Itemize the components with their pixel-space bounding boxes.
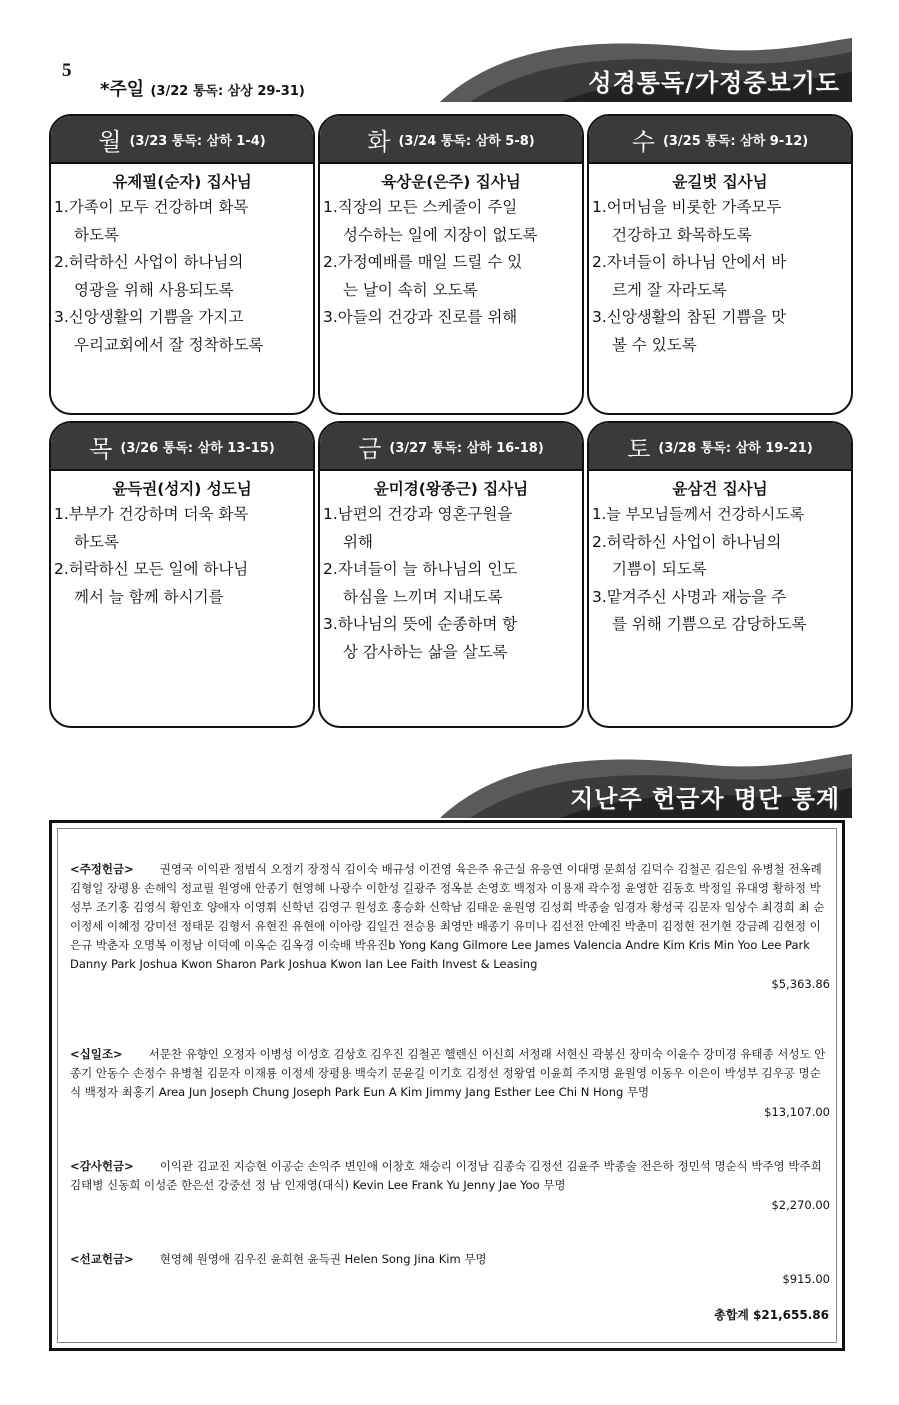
prayer-person: 육상운(은주) 집사님	[381, 173, 521, 191]
prayer-item: 2.허락하신 사업이 하나님의	[592, 532, 782, 551]
prayer-item: 는 날이 속히 오도록	[343, 280, 478, 299]
prayer-item: 우리교회에서 잘 정착하도록	[74, 335, 264, 354]
sunday-reading-range: (3/22 통독: 삼상 29-31)	[150, 84, 305, 99]
prayer-card-sat	[587, 421, 853, 728]
prayer-item: 3.맡겨주신 사명과 재능을 주	[592, 587, 787, 606]
reading-range: (3/28 통독: 삼하 19-21)	[658, 440, 813, 456]
prayer-item: 2.자녀들이 하나님 안에서 바	[592, 253, 787, 271]
offering-names: 권영국 이익관 정범식 오정기 장정식 김이숙 배규성 이건영 육은주 유근실 유응연 이대명 문희성 김덕수 김철곤 김은임 유병철 전옥례 김형일 장평용 손해익 정교필 원영애 안종기 현영혜 나광수 이한성 길광주 정옥분 손영호 백정자 이용재 곽수정 윤영한 김동호 박정일 유대영 황하정 박성부 조기홍 김영식 황인호 양애자 이영휘 신학년 김영구 원성호 홍승화 신학남 김태운 윤원영 김성희 박종술 임경자 황성국 김문자 임상수 최경희 최 순 이정세 이혜정 강미선 정태문 김형서 유현진 유현애 이아랑 김일건 전승용 최영만 배종기 유미나 김선전 안예진 박춘미 김정현 전기현 강금례 김현정 이은규 박춘자 오명복 이정남 이덕예 이옥순 김옥경 이숙배 박유진b Yong Kang Gilmore Lee James Valencia Andre Kim Kris Min Yoo Lee Park Danny Park Joshua Kwon Sharon Park Joshua Kwon Ian Lee Faith Invest & Leasing	[70, 862, 825, 971]
card-header	[589, 116, 851, 164]
prayer-item: 영광을 위해 사용되도록	[74, 280, 234, 299]
offering-names: 서문찬 유향인 오정자 이병성 이성호 김상호 김우진 김철곤 헬렌신 이신희 서정래 서현신 곽봉신 장미숙 이윤수 강미경 유태종 서성도 안종기 안동수 손정수 유병철 김문자 이재룡 이정세 장평용 백숙기 문윤길 이기호 김정선 정왕엽 이윤희 주지명 윤원영 이동우 이은이 박성부 김우공 명순식 백정자 최홍기 Area Jun Joseph Chung Joseph Park Eun A Kim Jimmy Jang Esther Lee Chi N Hong 무명	[70, 1047, 826, 1099]
grand-total: 총합계 $21,655.86	[714, 1308, 829, 1322]
prayer-item: 르게 잘 자라도록	[612, 280, 727, 299]
day-label: 화	[367, 127, 391, 156]
prayer-item: 상 감사하는 삶을 살도록	[343, 642, 508, 661]
prayer-item: 하도록	[74, 225, 119, 244]
reading-range: (3/27 통독: 삼하 16-18)	[389, 440, 544, 456]
prayer-item: 2.자녀들이 늘 하나님의 인도	[323, 560, 518, 578]
prayer-item: 3.아들의 건강과 진로를 위해	[323, 308, 518, 326]
page-number: 5	[62, 60, 72, 81]
day-label: 금	[358, 434, 382, 463]
prayer-item: 건강하고 화목하도록	[612, 225, 752, 244]
offering-amount: $2,270.00	[771, 1198, 830, 1212]
offering-label: <감사헌금>	[70, 1159, 134, 1173]
prayer-item: 를 위해 기쁨으로 감당하도록	[612, 615, 807, 633]
prayer-item: 성수하는 일에 지장이 없도록	[343, 225, 538, 244]
day-label: 월	[98, 127, 122, 156]
offering-amount: $915.00	[782, 1272, 830, 1286]
offering-section-mission	[70, 1250, 830, 1289]
prayer-item: 2.가정예배를 매일 드릴 수 있	[323, 253, 523, 271]
reading-range: (3/26 통독: 삼하 13-15)	[120, 440, 275, 456]
prayer-item: 께서 늘 함께 하시기를	[74, 587, 224, 606]
offering-section-tithe	[70, 1045, 830, 1122]
offering-label: <주정헌금>	[70, 862, 134, 876]
card-header	[320, 423, 582, 471]
reading-range: (3/23 통독: 삼하 1-4)	[129, 133, 266, 149]
banner-title: 성경통독/가정중보기도	[588, 68, 840, 97]
prayer-item: 1.가족이 모두 건강하며 화목	[54, 198, 249, 216]
prayer-card-thu	[49, 421, 315, 728]
prayer-card-tue	[318, 114, 584, 415]
offering-banner	[440, 752, 852, 818]
offering-amount: $13,107.00	[764, 1105, 830, 1119]
reading-range: (3/24 통독: 삼하 5-8)	[398, 133, 535, 149]
prayer-item: 볼 수 있도록	[612, 335, 697, 354]
prayer-item: 3.하나님의 뜻에 순종하며 항	[323, 615, 518, 633]
prayer-person: 윤삼건 집사님	[672, 480, 768, 498]
prayer-item: 2.허락하신 사업이 하나님의	[54, 253, 244, 271]
prayer-item: 3.신앙생활의 참된 기쁨을 맛	[592, 308, 787, 326]
prayer-card-fri	[318, 421, 584, 728]
offering-names: 현영혜 원영애 김우진 윤희현 윤득권 Helen Song Jina Kim 무명	[159, 1252, 487, 1266]
offering-amount: $5,363.86	[771, 977, 830, 991]
card-header	[589, 423, 851, 471]
prayer-card-wed	[587, 114, 853, 415]
prayer-person: 윤길벗 집사님	[672, 173, 768, 191]
prayer-item: 1.남편의 건강과 영혼구원을	[323, 505, 513, 523]
offering-names: 이익관 김교진 지승현 이공순 손익주 변인애 이창호 채승리 이정남 김종숙 김정선 김윤주 박종술 전은하 정민석 명순식 박주영 박주희 김태병 신동희 이성준 한은선 강중선 정 남 인재영(대식) Kevin Lee Frank Yu Jenny Jae Yoo 무명	[70, 1159, 822, 1192]
prayer-item: 기쁨이 되도록	[612, 560, 707, 578]
day-label: 목	[89, 434, 113, 463]
offering-section-thanks	[70, 1157, 830, 1215]
prayer-item: 1.직장의 모든 스케줄이 주일	[323, 198, 518, 216]
prayer-item: 1.부부가 건강하며 더욱 화목	[54, 505, 249, 523]
prayer-card-mon	[49, 114, 315, 415]
card-header	[51, 116, 313, 164]
prayer-item: 위해	[343, 532, 373, 551]
sunday-label: *주일	[100, 79, 145, 100]
offering-section-regular	[70, 860, 830, 994]
prayer-item: 하도록	[74, 532, 119, 551]
prayer-banner	[440, 36, 852, 102]
sunday-reading	[100, 75, 305, 101]
offering-label: <십일조>	[70, 1047, 123, 1061]
card-header	[320, 116, 582, 164]
prayer-person: 윤미경(왕종근) 집사님	[373, 480, 529, 498]
prayer-person: 윤득권(성지) 성도님	[112, 480, 252, 498]
day-label: 토	[627, 434, 651, 463]
prayer-person: 유제필(순자) 집사님	[112, 173, 252, 191]
prayer-item: 1.어머님을 비롯한 가족모두	[592, 198, 782, 216]
offering-label: <선교헌금>	[70, 1252, 134, 1266]
banner-title: 지난주 헌금자 명단 통계	[570, 784, 840, 813]
prayer-item: 3.신앙생활의 기쁨을 가지고	[54, 308, 244, 326]
prayer-item: 하심을 느끼며 지내도록	[343, 587, 503, 606]
prayer-item: 2.허락하신 모든 일에 하나님	[54, 560, 249, 578]
card-header	[51, 423, 313, 471]
prayer-item: 1.늘 부모님들께서 건강하시도록	[592, 505, 805, 523]
reading-range: (3/25 통독: 삼하 9-12)	[662, 133, 809, 149]
day-label: 수	[631, 127, 655, 156]
